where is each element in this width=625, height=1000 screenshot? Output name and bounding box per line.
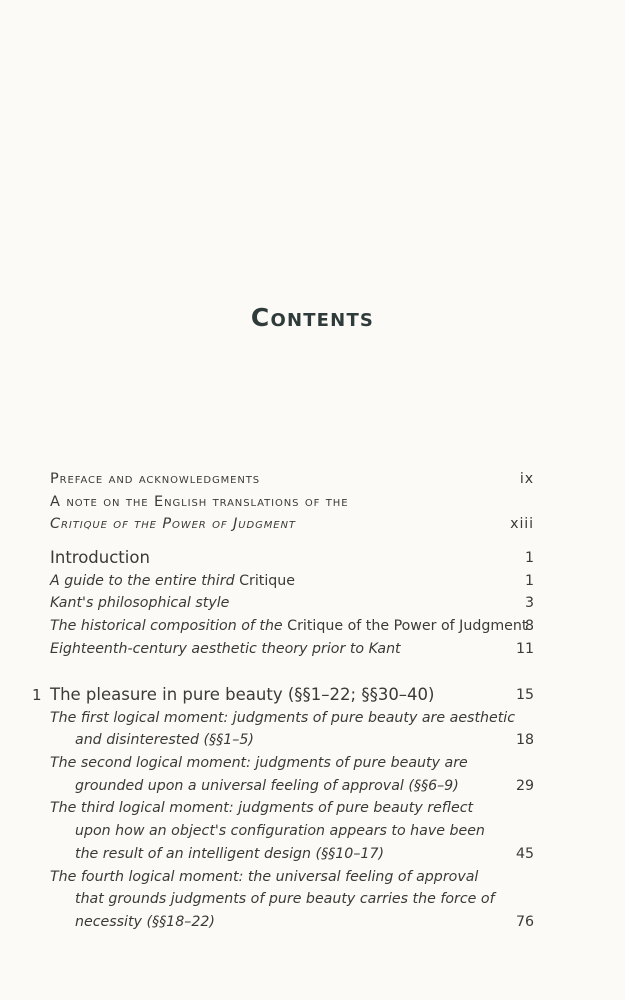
page-number: 18 bbox=[515, 732, 534, 749]
subentry-line: that grounds judgments of pure beauty carries the force of bbox=[75, 891, 495, 908]
chapter-1-section bbox=[32, 684, 534, 934]
page-number: ix bbox=[519, 471, 534, 487]
toc-subentry[interactable] bbox=[50, 570, 534, 593]
subentry-line: the result of an intelligent design (§§10–17) bbox=[75, 845, 385, 862]
chapter-number: 1 bbox=[32, 686, 42, 704]
page-number: 1 bbox=[524, 550, 534, 566]
subentry-italic: Eighteenth-century aesthetic theory prior to Kant bbox=[50, 640, 401, 657]
chapter-heading: Introduction bbox=[50, 548, 150, 567]
subentry-line: The first logical moment: judgments of pure beauty are aesthetic bbox=[50, 709, 516, 726]
page-number: 1 bbox=[524, 572, 534, 589]
page-title: Contents bbox=[250, 303, 375, 332]
toc-subentry[interactable] bbox=[50, 707, 534, 752]
toc-subentry[interactable] bbox=[50, 615, 534, 638]
subentry-line: The third logical moment: judgments of pure beauty reflect bbox=[50, 800, 474, 817]
toc-subentry[interactable] bbox=[50, 638, 534, 661]
page-number: 76 bbox=[515, 913, 534, 930]
subentry-italic: Kant's philosophical style bbox=[50, 595, 230, 612]
page-number: 3 bbox=[524, 595, 534, 612]
subentry-line: upon how an object's configuration appears to have been bbox=[75, 823, 485, 840]
subentry-line: The fourth logical moment: the universal feeling of approval bbox=[50, 868, 479, 885]
page-number: 45 bbox=[515, 845, 534, 862]
subentry-line: The second logical moment: judgments of pure beauty are bbox=[50, 755, 468, 772]
toc-entry-introduction[interactable] bbox=[50, 547, 534, 570]
entry-title-line: Critique of the Power of Judgment bbox=[50, 516, 296, 533]
introduction-section bbox=[50, 547, 534, 660]
toc-subentry[interactable] bbox=[50, 752, 534, 797]
subentry-roman: Critique of the Power of Judgment bbox=[282, 618, 528, 635]
subentry-italic: The historical composition of the bbox=[50, 618, 283, 635]
subentry-line: and disinterested (§§1–5) bbox=[75, 732, 254, 749]
page-number: 29 bbox=[515, 777, 534, 794]
subentry-line: necessity (§§18–22) bbox=[75, 913, 215, 930]
page-number: xiii bbox=[510, 516, 534, 533]
toc-subentry[interactable] bbox=[50, 592, 534, 615]
page-number: 8 bbox=[524, 618, 534, 635]
front-matter bbox=[50, 468, 534, 536]
toc-subentry[interactable] bbox=[50, 797, 534, 865]
entry-title-line: A note on the English translations of the bbox=[50, 493, 349, 510]
subentry-roman: Critique bbox=[234, 572, 295, 589]
page-number: 15 bbox=[515, 687, 534, 703]
page-number: 11 bbox=[515, 640, 534, 657]
toc-entry-chapter-1[interactable] bbox=[32, 684, 534, 707]
toc-entry-translation-note[interactable] bbox=[50, 491, 534, 536]
subentry-line: grounded upon a universal feeling of approval (§§6–9) bbox=[75, 777, 459, 794]
toc-subentry[interactable] bbox=[50, 866, 534, 934]
entry-title: Preface and acknowledgments bbox=[50, 471, 261, 487]
subentry-italic: A guide to the entire third bbox=[50, 572, 235, 589]
chapter-heading: The pleasure in pure beauty (§§1–22; §§30–40) bbox=[50, 685, 435, 704]
toc-entry-preface[interactable] bbox=[50, 468, 534, 491]
